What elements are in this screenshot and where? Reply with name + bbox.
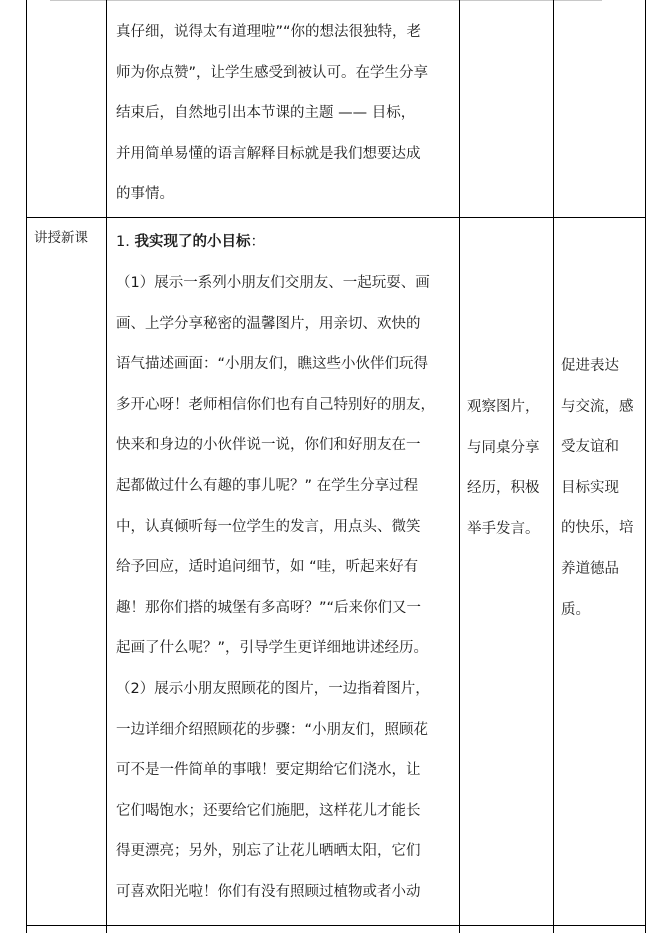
row2-student-line: 经历，积极 xyxy=(467,480,540,497)
heading-number: 1. xyxy=(116,234,135,250)
row2-student-line: 观察图片， xyxy=(467,399,540,415)
row1-content-line: 真仔细，说得太有道理啦”“你的想法很独特，老 xyxy=(116,24,422,40)
row2-content-line: （2）展示小朋友照顾花的图片，一边指着图片， xyxy=(116,681,430,697)
row2-intent-line: 目标实现 xyxy=(561,479,619,496)
row2-content-line: 得更漂亮；另外，别忘了让花儿晒晒太阳，它们 xyxy=(116,843,421,860)
heading-colon: ： xyxy=(250,234,265,250)
column-divider-3 xyxy=(553,0,554,933)
row2-intent-line: 养道德品 xyxy=(561,561,619,577)
row2-content-line: （1）展示一系列小朋友们交朋友、一起玩耍、画 xyxy=(116,275,430,291)
table-border-left xyxy=(26,0,27,933)
row2-student-line: 举手发言。 xyxy=(467,520,540,537)
row2-intent-line: 的快乐，培 xyxy=(561,520,634,537)
heading-text: 我实现了的小目标 xyxy=(134,234,251,250)
row2-student-line: 与同桌分享 xyxy=(467,439,540,456)
row-divider xyxy=(26,217,646,218)
row2-content-line: 它们喝饱水；还要给它们施肥，这样花儿才能长 xyxy=(116,802,421,819)
table-border-right xyxy=(645,0,646,933)
row2-content-line: 趣！那你们搭的城堡有多高呀？”“后来你们又一 xyxy=(116,599,422,616)
stage-label: 讲授新课 xyxy=(34,230,88,246)
row2-content-line: 可不是一件简单的事哦！要定期给它们浇水，让 xyxy=(116,762,421,779)
row2-content-line: 可喜欢阳光啦！你们有没有照顾过植物或者小动 xyxy=(116,884,421,900)
row1-content-line: 并用简单易懂的语言解释目标就是我们想要达成 xyxy=(116,145,421,162)
row2-intent-line: 质。 xyxy=(561,601,590,618)
row2-content-line: 多开心呀！老师相信你们也有自己特别好的朋友， xyxy=(116,396,435,413)
row1-content-line: 的事情。 xyxy=(116,186,174,203)
row2-content-line: 起都做过什么有趣的事儿呢？” 在学生分享过程 xyxy=(116,478,419,494)
row1-content-line: 结束后，自然地引出本节课的主题 —— 目标， xyxy=(116,105,416,122)
column-divider-2 xyxy=(459,0,460,933)
row2-content-line: 起画了什么呢？”，引导学生更详细地讲述经历。 xyxy=(116,640,429,657)
row2-intent-line: 促进表达 xyxy=(561,358,619,374)
row2-content-line: 中，认真倾听每一位学生的发言，用点头、微笑 xyxy=(116,518,421,535)
row2-content-line: 画、上学分享秘密的温馨图片，用亲切、欢快的 xyxy=(116,315,421,332)
row2-intent-line: 受友谊和 xyxy=(561,439,619,456)
column-divider-1 xyxy=(106,0,107,933)
row2-content-line: 给予回应，适时追问细节，如 “哇，听起来好有 xyxy=(116,559,419,576)
page-top-edge xyxy=(50,0,602,1)
section-heading xyxy=(116,232,452,252)
row1-content-line: 师为你点赞”，让学生感受到被认可。在学生分享 xyxy=(116,64,429,81)
row2-intent-line: 与交流，感 xyxy=(561,398,634,415)
table-border-bottom xyxy=(26,925,646,926)
row2-content-line: 一边详细介绍照顾花的步骤：“小朋友们，照顾花 xyxy=(116,721,429,738)
row2-content-line: 语气描述画面：“小朋友们，瞧这些小伙伴们玩得 xyxy=(116,356,429,373)
row2-content-line: 快来和身边的小伙伴说一说，你们和好朋友在一 xyxy=(116,437,421,454)
